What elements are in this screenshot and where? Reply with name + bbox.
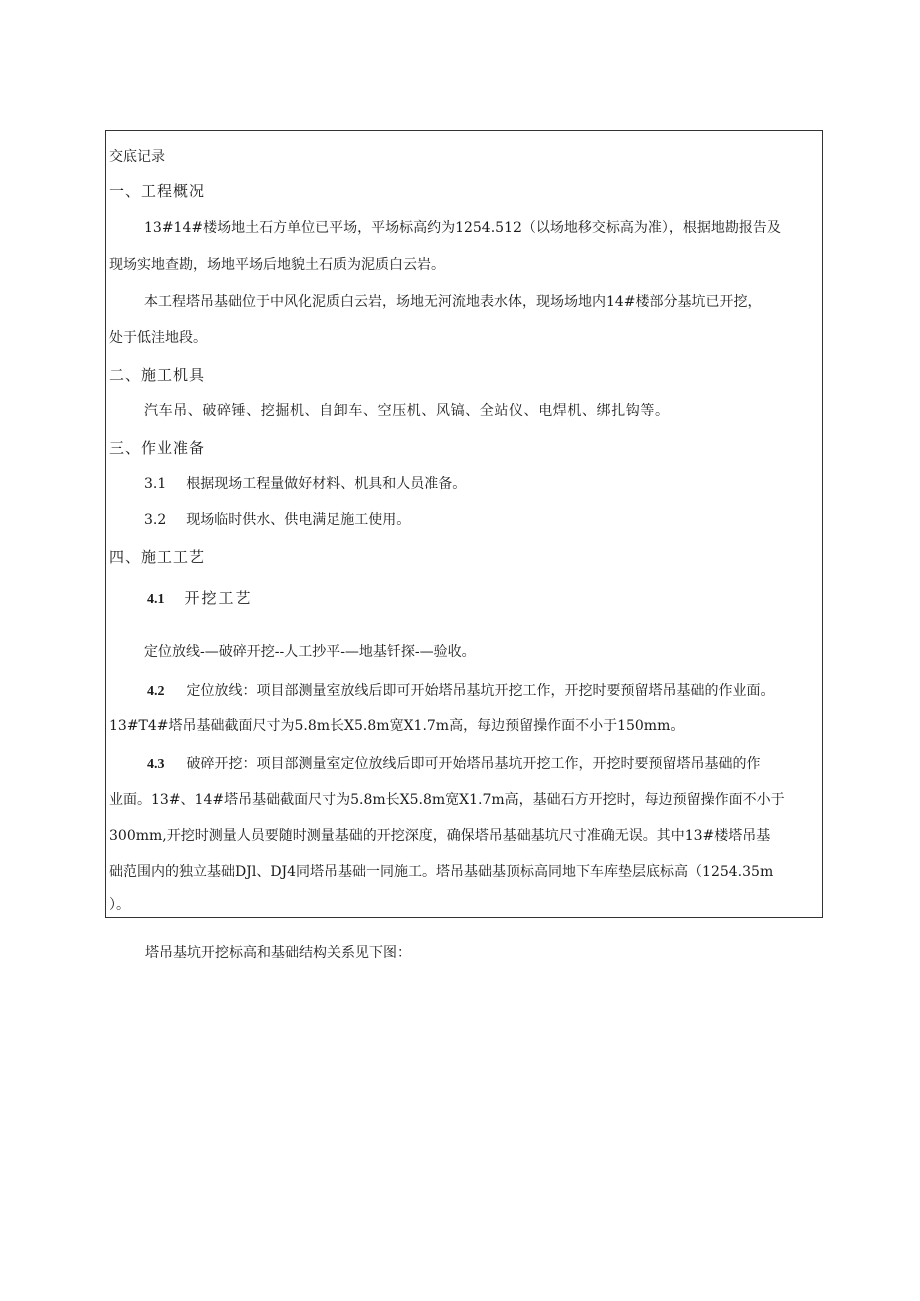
section1-para2-line1: 本工程塔吊基础位于中风化泥质白云岩，场地无河流地表水体，现场场地内14#楼部分基坑已开挖， [144, 294, 762, 310]
subsection-4-3-line3: 300mm,开挖时测量人员要随时测量基础的开挖深度，确保塔吊基础基坑尺寸准确无误。其中13#楼塔吊基 [109, 828, 771, 844]
section1-para2-line2: 处于低洼地段。 [109, 330, 207, 346]
subsection-4-1-title: 开挖工艺 [184, 589, 253, 607]
section4-heading: 四、施工工艺 [109, 548, 206, 566]
record-title: 交底记录 [109, 149, 165, 165]
subsection-4-3-number: 4.3 [147, 757, 165, 772]
subsection-4-2-line1 [147, 682, 775, 701]
subsection-4-1 [147, 589, 253, 609]
process-flow: 定位放线-—破碎开挖--人工抄平-—地基钎探-—验收。 [144, 644, 476, 660]
subsection-4-3-line1 [147, 755, 761, 774]
section3-item2-number: 3.2 [144, 512, 167, 528]
diagram-caption: 塔吊基坑开挖标高和基础结构关系见下图： [145, 945, 411, 961]
subsection-4-3-line4: 础范围内的独立基础DJl、DJ4同塔吊基础一同施工。塔吊基础基顶标高同地下车库垫层底标高（1254.35m [109, 864, 774, 880]
subsection-4-2-text: 定位放线：项目部测量室放线后即可开始塔吊基坑开挖工作，开挖时要预留塔吊基础的作业面。 [186, 683, 775, 699]
subsection-4-3-line5: ）。 [109, 897, 130, 913]
subsection-4-2-number: 4.2 [147, 684, 165, 699]
section1-para1-line1: 13#14#楼场地土石方单位已平场，平场标高约为1254.512（以场地移交标高为准），根据地勘报告及 [144, 220, 781, 236]
subsection-4-3-text: 破碎开挖：项目部测量室定位放线后即可开始塔吊基坑开挖工作，开挖时要预留塔吊基础的作 [186, 756, 761, 772]
section3-item2-text: 现场临时供水、供电满足施工使用。 [186, 512, 411, 528]
section3-item1-number: 3.1 [144, 476, 167, 492]
subsection-4-1-number: 4.1 [147, 592, 165, 607]
section3-item1-text: 根据现场工程量做好材料、机具和人员准备。 [186, 476, 467, 492]
section2-heading: 二、施工机具 [109, 366, 206, 384]
subsection-4-2-line2: 13#T4#塔吊基础截面尺寸为5.8m长X5.8m宽X1.7m高，每边预留操作面不小于150mm。 [109, 718, 685, 734]
subsection-4-3-line2: 业面。13#、14#塔吊基础截面尺寸为5.8m长X5.8m宽X1.7m高，基础石方开挖时，每边预留操作面不小于 [109, 792, 785, 808]
section3-item2 [144, 511, 410, 529]
section2-text: 汽车吊、破碎锤、挖掘机、自卸车、空压机、风镐、全站仪、电焊机、绑扎钩等。 [144, 403, 670, 419]
section3-item1 [144, 475, 466, 493]
section1-heading: 一、工程概况 [109, 182, 206, 200]
section1-para1-line2: 现场实地查勘，场地平场后地貌土石质为泥质白云岩。 [109, 257, 445, 273]
section3-heading: 三、作业准备 [109, 439, 206, 457]
